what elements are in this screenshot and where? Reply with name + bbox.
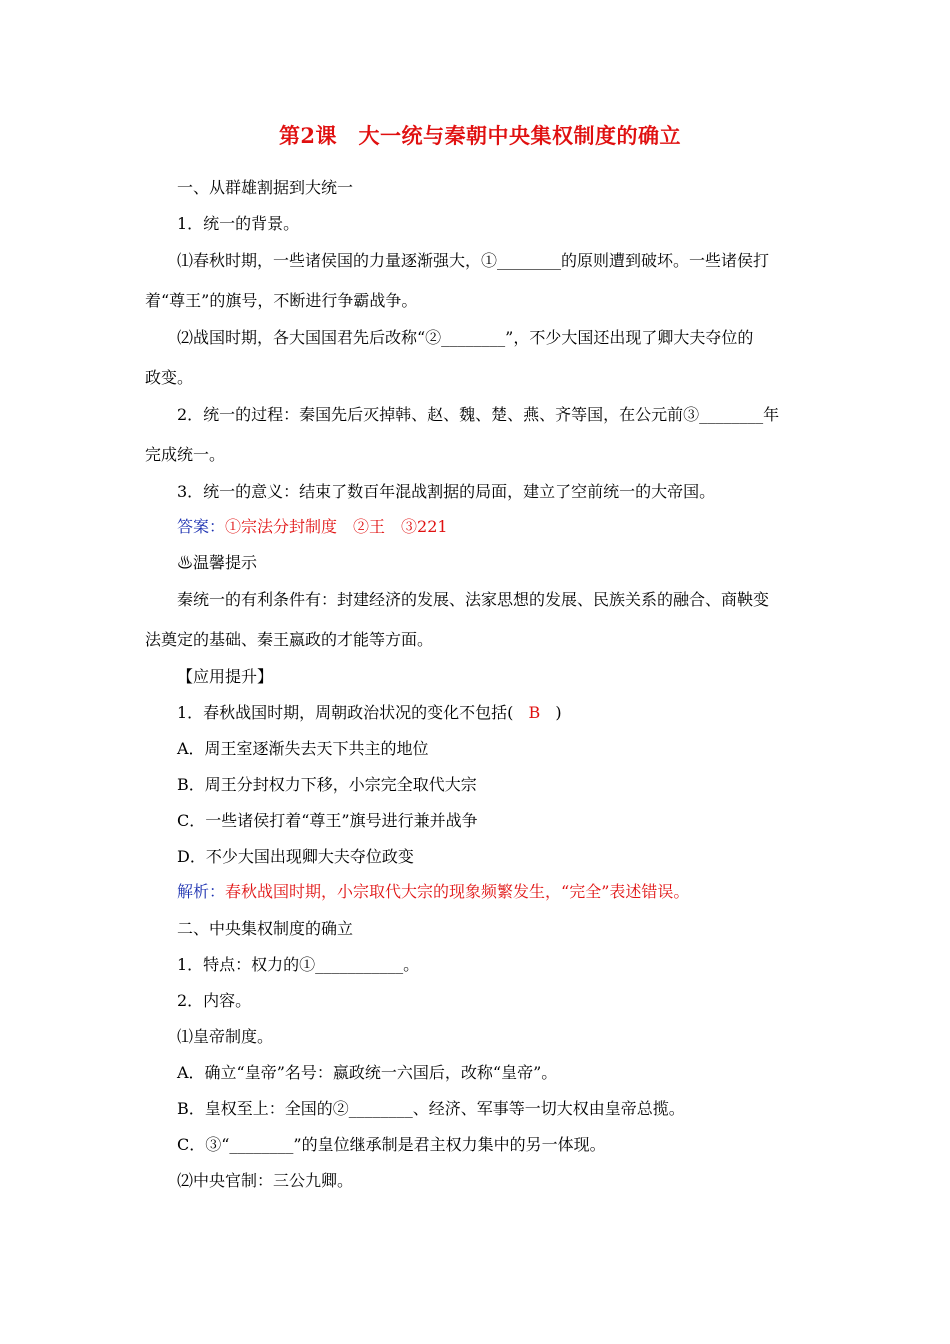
paragraph: 完成统一。	[145, 445, 226, 464]
option-b: B．周王分封权力下移，小宗完全取代大宗	[177, 775, 477, 794]
analysis-label: 解析：	[177, 882, 226, 901]
option-a: A．周王室逐渐失去天下共主的地位	[177, 739, 429, 758]
question-answer: B	[528, 703, 541, 722]
paragraph: ⑴皇帝制度。	[177, 1027, 274, 1046]
paragraph: 2．内容。	[177, 991, 252, 1010]
analysis-line	[177, 881, 689, 903]
tip-heading: ♨温馨提示	[177, 553, 258, 572]
paragraph: 3．统一的意义：结束了数百年混战割据的局面，建立了空前统一的大帝国。	[177, 482, 716, 501]
paragraph: ⑵战国时期，各大国国君先后改称“②________”，不少大国还出现了卿大夫夺位的	[177, 328, 754, 347]
paragraph: 1．特点：权力的①___________。	[177, 955, 420, 974]
paragraph: 2．统一的过程：秦国先后灭掉韩、赵、魏、楚、燕、齐等国，在公元前③________年	[177, 405, 780, 424]
paragraph: C．③“________”的皇位继承制是君主权力集中的另一体现。	[177, 1135, 606, 1154]
analysis-text: 春秋战国时期，小宗取代大宗的现象频繁发生，“完全”表述错误。	[225, 882, 690, 901]
paragraph: ⑵中央官制：三公九卿。	[177, 1171, 354, 1190]
paragraph: 秦统一的有利条件有：封建经济的发展、法家思想的发展、民族关系的融合、商鞅变	[177, 590, 770, 609]
paragraph: 着“尊王”的旗号，不断进行争霸战争。	[145, 291, 418, 310]
question-text: 1．春秋战国时期，周朝政治状况的变化不包括(	[177, 703, 514, 722]
section-heading: 二、中央集权制度的确立	[177, 919, 354, 938]
paragraph: B．皇权至上：全国的②________、经济、军事等一切大权由皇帝总揽。	[177, 1099, 685, 1118]
question-close: )	[555, 703, 562, 722]
paragraph: 法奠定的基础、秦王嬴政的才能等方面。	[145, 630, 434, 649]
question-stem	[177, 702, 562, 724]
answer-line	[177, 516, 448, 538]
section-heading: 【应用提升】	[177, 667, 274, 686]
option-c: C．一些诸侯打着“尊王”旗号进行兼并战争	[177, 811, 478, 830]
option-d: D．不少大国出现卿大夫夺位政变	[177, 847, 414, 866]
answer-text: ①宗法分封制度 ②王 ③221	[225, 517, 448, 536]
page-title: 第2课 大一统与秦朝中央集权制度的确立	[278, 123, 682, 148]
section-heading: 一、从群雄割据到大统一	[177, 178, 354, 197]
paragraph: A．确立“皇帝”名号：嬴政统一六国后，改称“皇帝”。	[177, 1063, 558, 1082]
paragraph: 1．统一的背景。	[177, 214, 300, 233]
answer-label: 答案：	[177, 517, 226, 536]
paragraph: ⑴春秋时期，一些诸侯国的力量逐渐强大，①________的原则遭到破坏。一些诸侯打	[177, 251, 770, 270]
paragraph: 政变。	[145, 368, 194, 387]
